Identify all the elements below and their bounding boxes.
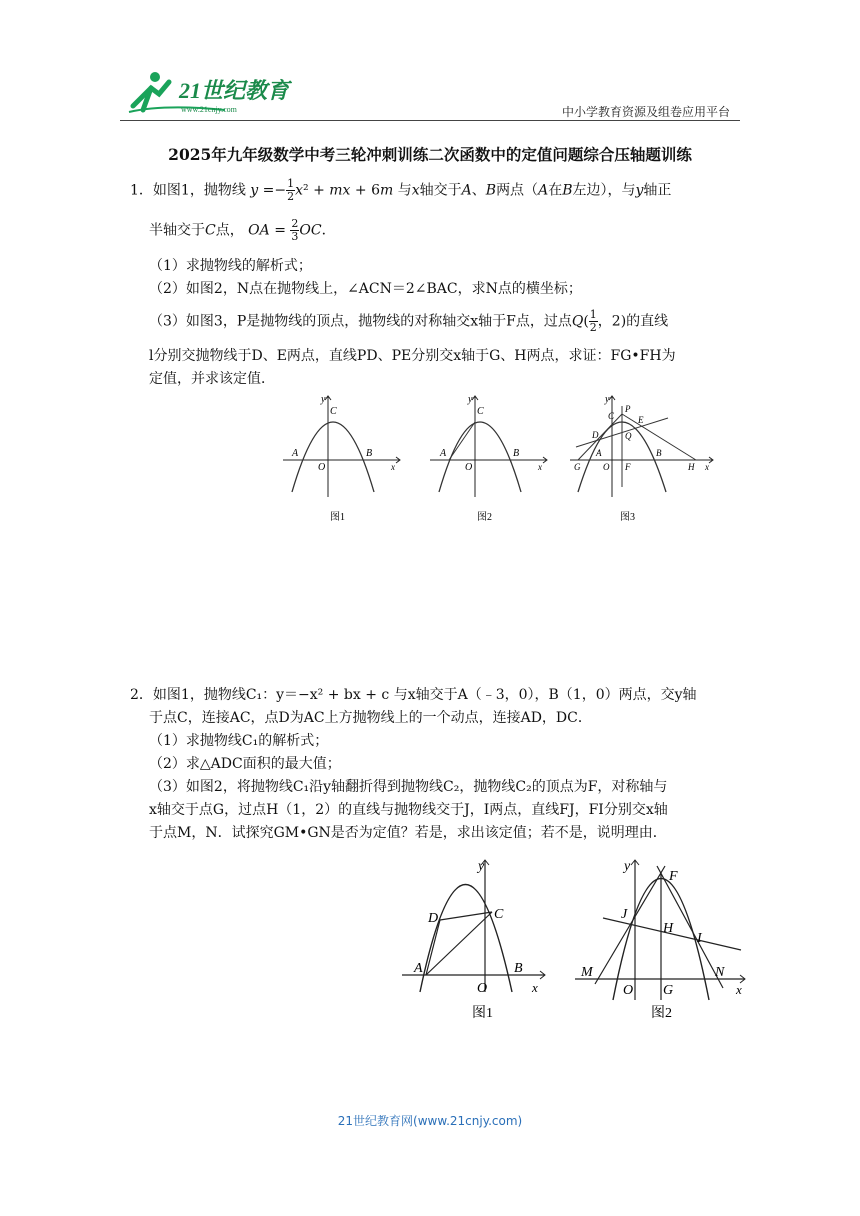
svg-text:O: O <box>318 462 326 473</box>
svg-text:O: O <box>465 462 473 473</box>
q1-fig1-caption: 图1 <box>330 512 345 523</box>
document-title: 2025年九年级数学中考三轮冲刺训练二次函数中的定值问题综合压轴题训练 <box>168 145 692 164</box>
svg-text:O: O <box>603 462 610 472</box>
svg-text:x: x <box>736 982 742 997</box>
svg-text:x: x <box>532 980 538 995</box>
header-tagline: 中小学教育资源及组卷应用平台 <box>561 105 730 119</box>
svg-text:x: x <box>391 462 395 472</box>
svg-text:M: M <box>581 965 593 980</box>
svg-text:F: F <box>625 462 631 472</box>
svg-text:y: y <box>321 394 326 405</box>
svg-text:Q: Q <box>625 431 632 441</box>
q1-fig2-caption: 图2 <box>477 512 492 523</box>
svg-text:P: P <box>625 404 631 414</box>
svg-text:y: y <box>624 859 631 874</box>
q1-part2: （2）如图2，N点在抛物线上，∠ACN＝2∠BAC，求N点的横坐标； <box>149 281 582 297</box>
svg-text:J: J <box>621 907 628 922</box>
svg-text:www.21cnjy.com: www.21cnjy.com <box>181 105 237 114</box>
header-divider <box>120 120 740 121</box>
svg-text:H: H <box>663 921 674 936</box>
q2-line1: 2．如图1，抛物线C₁：y＝−x² + bx + c 与x轴交于A（﹣3，0），B（1，0）两点，交y轴 <box>130 687 697 703</box>
q2-figure-1 <box>400 852 555 1024</box>
site-logo <box>125 68 295 118</box>
q1-fig3-caption: 图3 <box>620 512 635 523</box>
svg-text:C: C <box>477 406 484 417</box>
svg-text:A: A <box>596 448 602 458</box>
q1-part1: （1）求抛物线的解析式； <box>149 258 312 274</box>
svg-text:C: C <box>608 411 615 421</box>
svg-text:x: x <box>705 462 709 472</box>
q2-part2: （2）求△ADC面积的最大值； <box>149 756 341 772</box>
q2-fig1-caption: 图1 <box>472 1006 493 1021</box>
q2-part3-line3: 于点M，N．试探究GM•GN是否为定值？若是，求出该定值；若不是，说明理由． <box>149 825 667 841</box>
q1-figure-3 <box>568 392 718 532</box>
q1-figure-2 <box>425 392 555 532</box>
svg-text:y: y <box>605 394 610 405</box>
svg-text:C: C <box>494 907 504 922</box>
svg-text:D: D <box>428 911 439 926</box>
svg-text:x: x <box>538 462 542 472</box>
q2-line2: 于点C，连接AC，点D为AC上方抛物线上的一个动点，连接AD，DC． <box>149 710 592 726</box>
svg-text:A: A <box>440 448 447 459</box>
svg-text:C: C <box>330 406 337 417</box>
svg-text:A: A <box>414 961 423 976</box>
svg-text:B: B <box>514 961 523 976</box>
svg-text:E: E <box>638 415 644 425</box>
q2-part3-line1: （3）如图2，将抛物线C₁沿y轴翻折得到抛物线C₂，抛物线C₂的顶点为F，对称轴与 <box>149 779 668 795</box>
svg-text:N: N <box>715 965 725 980</box>
svg-text:G: G <box>574 462 581 472</box>
svg-text:A: A <box>292 448 299 459</box>
q1-part3-line1: （3）如图3，P是抛物线的顶点，抛物线的对称轴交x轴于F点，过点Q( $\frac{1}{2}$ ，2)的直线 <box>149 308 669 334</box>
svg-text:H: H <box>688 462 695 472</box>
svg-text:F: F <box>669 869 678 884</box>
q2-part3-line2: x轴交于点G，过点H（1，2）的直线与抛物线交于J，I两点，直线FJ，FI分别交x轴 <box>149 802 668 818</box>
q1-line2: 半轴交于C点， OA = $\frac{2}{3}$ OC． <box>149 217 336 243</box>
q1-figure-1 <box>278 392 408 532</box>
q1-part3-line2: l分别交抛物线于D、E两点，直线PD、PE分别交x轴于G、H两点，求证：FG•FH为 <box>149 348 676 364</box>
svg-text:G: G <box>663 983 674 998</box>
footer-link[interactable]: 21世纪教育网(www.21cnjy.com) <box>337 1114 523 1128</box>
svg-text:O: O <box>477 981 488 996</box>
svg-text:I: I <box>697 931 702 946</box>
svg-text:y: y <box>478 859 485 874</box>
q2-fig2-caption: 图2 <box>651 1006 672 1021</box>
svg-text:D: D <box>592 430 599 440</box>
q1-line1: 1．如图1，抛物线 y =− $\frac{1}{2}$ x² + mx + 6m 与x轴交于A、B两点（A在B左边），与y轴正 <box>130 177 672 203</box>
svg-text:B: B <box>656 448 662 458</box>
svg-text:y: y <box>468 394 473 405</box>
svg-text:B: B <box>366 448 373 459</box>
q2-figure-2 <box>573 852 753 1024</box>
svg-text:21世纪教育: 21世纪教育 <box>179 78 290 103</box>
q1-part3-line3: 定值，并求该定值． <box>149 371 275 387</box>
q2-part1: （1）求抛物线C₁的解析式； <box>149 733 329 749</box>
svg-text:O: O <box>623 983 634 998</box>
svg-text:B: B <box>513 448 520 459</box>
